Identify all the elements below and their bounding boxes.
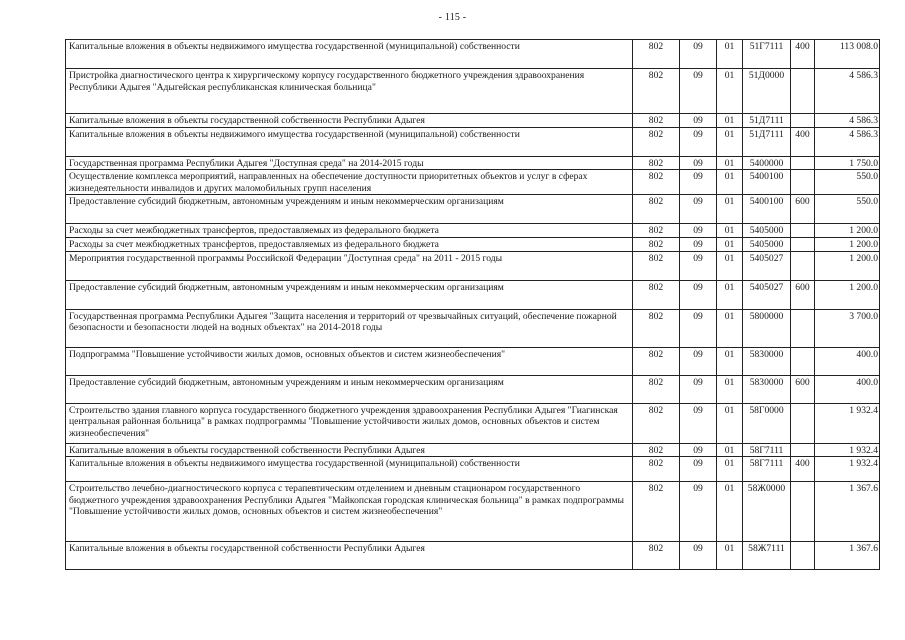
expense-type-code-cell: 600 [791, 280, 815, 309]
section-code-cell: 09 [680, 457, 717, 482]
ministry-code-cell: 802 [633, 224, 680, 238]
expense-type-code-cell [791, 482, 815, 542]
amount-cell: 4 586.3 [815, 127, 880, 156]
table-row [66, 127, 880, 156]
line-item-name-cell: Капитальные вложения в объекты недвижимого имущества государственной (муниципальной) собственности [66, 40, 633, 69]
subsection-code-cell: 01 [717, 347, 743, 375]
table-row [66, 347, 880, 375]
table-row [66, 482, 880, 542]
table-row [66, 114, 880, 128]
expense-type-code-cell [791, 156, 815, 170]
target-article-code-cell: 5400100 [743, 195, 791, 224]
line-item-name-cell: Строительство здания главного корпуса государственного бюджетного учреждения здравоохранения Республики Адыгея "Гиагинская центральная районная больница" в рамках подпрограммы "Повышение устойчивости жилых домов, основных объектов и систем жизнеобеспечения" [66, 403, 633, 443]
line-item-name-cell: Предоставление субсидий бюджетным, автономным учреждениям и иным некоммерческим организациям [66, 280, 633, 309]
section-code-cell: 09 [680, 40, 717, 69]
section-code-cell: 09 [680, 347, 717, 375]
section-code-cell: 09 [680, 482, 717, 542]
subsection-code-cell: 01 [717, 542, 743, 570]
subsection-code-cell: 01 [717, 40, 743, 69]
line-item-name-cell: Капитальные вложения в объекты государственной собственности Республики Адыгея [66, 443, 633, 457]
expense-type-code-cell: 400 [791, 457, 815, 482]
target-article-code-cell: 5405000 [743, 237, 791, 251]
target-article-code-cell: 5405027 [743, 251, 791, 280]
line-item-name-cell: Расходы за счет межбюджетных трансфертов, предоставляемых из федерального бюджета [66, 237, 633, 251]
ministry-code-cell: 802 [633, 170, 680, 195]
ministry-code-cell: 802 [633, 40, 680, 69]
section-code-cell: 09 [680, 443, 717, 457]
subsection-code-cell: 01 [717, 375, 743, 403]
target-article-code-cell: 5830000 [743, 347, 791, 375]
section-code-cell: 09 [680, 195, 717, 224]
section-code-cell: 09 [680, 542, 717, 570]
ministry-code-cell: 802 [633, 280, 680, 309]
page-number: - 115 - [438, 12, 467, 23]
section-code-cell: 09 [680, 69, 717, 114]
expense-type-code-cell [791, 237, 815, 251]
subsection-code-cell: 01 [717, 443, 743, 457]
subsection-code-cell: 01 [717, 156, 743, 170]
expense-type-code-cell [791, 170, 815, 195]
amount-cell: 1 932.4 [815, 403, 880, 443]
section-code-cell: 09 [680, 224, 717, 238]
table-row [66, 542, 880, 570]
expense-type-code-cell [791, 114, 815, 128]
amount-cell: 550.0 [815, 170, 880, 195]
section-code-cell: 09 [680, 403, 717, 443]
amount-cell: 1 367.6 [815, 542, 880, 570]
section-code-cell: 09 [680, 251, 717, 280]
table-row [66, 443, 880, 457]
line-item-name-cell: Капитальные вложения в объекты недвижимого имущества государственной (муниципальной) собственности [66, 457, 633, 482]
section-code-cell: 09 [680, 127, 717, 156]
subsection-code-cell: 01 [717, 69, 743, 114]
subsection-code-cell: 01 [717, 237, 743, 251]
table-row [66, 457, 880, 482]
amount-cell: 1 367.6 [815, 482, 880, 542]
ministry-code-cell: 802 [633, 69, 680, 114]
table-row [66, 224, 880, 238]
ministry-code-cell: 802 [633, 114, 680, 128]
line-item-name-cell: Капитальные вложения в объекты государственной собственности Республики Адыгея [66, 114, 633, 128]
subsection-code-cell: 01 [717, 457, 743, 482]
target-article-code-cell: 5400100 [743, 170, 791, 195]
section-code-cell: 09 [680, 156, 717, 170]
subsection-code-cell: 01 [717, 195, 743, 224]
budget-table-body [66, 40, 880, 570]
section-code-cell: 09 [680, 280, 717, 309]
ministry-code-cell: 802 [633, 482, 680, 542]
ministry-code-cell: 802 [633, 156, 680, 170]
amount-cell: 1 932.4 [815, 457, 880, 482]
line-item-name-cell: Государственная программа Республики Адыгея "Доступная среда" на 2014-2015 годы [66, 156, 633, 170]
expense-type-code-cell [791, 251, 815, 280]
expense-type-code-cell [791, 542, 815, 570]
ministry-code-cell: 802 [633, 251, 680, 280]
target-article-code-cell: 58Ж0000 [743, 482, 791, 542]
amount-cell: 550.0 [815, 195, 880, 224]
budget-table [65, 39, 880, 570]
target-article-code-cell: 51Д0000 [743, 69, 791, 114]
table-row [66, 309, 880, 347]
table-row [66, 251, 880, 280]
expense-type-code-cell [791, 309, 815, 347]
section-code-cell: 09 [680, 237, 717, 251]
section-code-cell: 09 [680, 375, 717, 403]
amount-cell: 113 008.0 [815, 40, 880, 69]
amount-cell: 3 700.0 [815, 309, 880, 347]
expense-type-code-cell [791, 69, 815, 114]
table-row [66, 170, 880, 195]
ministry-code-cell: 802 [633, 127, 680, 156]
ministry-code-cell: 802 [633, 195, 680, 224]
ministry-code-cell: 802 [633, 347, 680, 375]
table-row [66, 403, 880, 443]
line-item-name-cell: Расходы за счет межбюджетных трансфертов, предоставляемых из федерального бюджета [66, 224, 633, 238]
target-article-code-cell: 58Г0000 [743, 403, 791, 443]
expense-type-code-cell: 400 [791, 127, 815, 156]
line-item-name-cell: Предоставление субсидий бюджетным, автономным учреждениям и иным некоммерческим организациям [66, 195, 633, 224]
table-row [66, 237, 880, 251]
table-row [66, 280, 880, 309]
section-code-cell: 09 [680, 309, 717, 347]
subsection-code-cell: 01 [717, 170, 743, 195]
expense-type-code-cell: 600 [791, 375, 815, 403]
expense-type-code-cell: 600 [791, 195, 815, 224]
subsection-code-cell: 01 [717, 127, 743, 156]
target-article-code-cell: 5400000 [743, 156, 791, 170]
expense-type-code-cell [791, 347, 815, 375]
target-article-code-cell: 58Ж7111 [743, 542, 791, 570]
line-item-name-cell: Осуществление комплекса мероприятий, направленных на обеспечение доступности приоритетных объектов и услуг в сферах жизнедеятельности инвалидов и других маломобильных групп населения [66, 170, 633, 195]
ministry-code-cell: 802 [633, 375, 680, 403]
amount-cell: 1 200.0 [815, 280, 880, 309]
amount-cell: 1 200.0 [815, 251, 880, 280]
ministry-code-cell: 802 [633, 237, 680, 251]
expense-type-code-cell [791, 403, 815, 443]
amount-cell: 400.0 [815, 375, 880, 403]
line-item-name-cell: Пристройка диагностического центра к хирургическому корпусу государственного бюджетного учреждения здравоохранения Республики Адыгея "Адыгейская республиканская клиническая больница" [66, 69, 633, 114]
target-article-code-cell: 58Г7111 [743, 443, 791, 457]
line-item-name-cell: Государственная программа Республики Адыгея "Защита населения и территорий от чрезвычайных ситуаций, обеспечение пожарной безопасности и безопасности людей на водных объектах" на 2014-2018 годы [66, 309, 633, 347]
line-item-name-cell: Капитальные вложения в объекты недвижимого имущества государственной (муниципальной) собственности [66, 127, 633, 156]
amount-cell: 1 750.0 [815, 156, 880, 170]
target-article-code-cell: 51Д7111 [743, 114, 791, 128]
ministry-code-cell: 802 [633, 309, 680, 347]
line-item-name-cell: Капитальные вложения в объекты государственной собственности Республики Адыгея [66, 542, 633, 570]
ministry-code-cell: 802 [633, 457, 680, 482]
subsection-code-cell: 01 [717, 251, 743, 280]
line-item-name-cell: Подпрограмма "Повышение устойчивости жилых домов, основных объектов и систем жизнеобеспечения" [66, 347, 633, 375]
expense-type-code-cell: 400 [791, 40, 815, 69]
target-article-code-cell: 51Г7111 [743, 40, 791, 69]
amount-cell: 4 586.3 [815, 114, 880, 128]
ministry-code-cell: 802 [633, 443, 680, 457]
line-item-name-cell: Предоставление субсидий бюджетным, автономным учреждениям и иным некоммерческим организациям [66, 375, 633, 403]
amount-cell: 1 200.0 [815, 224, 880, 238]
subsection-code-cell: 01 [717, 280, 743, 309]
target-article-code-cell: 5830000 [743, 375, 791, 403]
line-item-name-cell: Строительство лечебно-диагностического корпуса с терапевтическим отделением и дневным стационаром государственного бюджетного учреждения здравоохранения Республики Адыгея "Майкопская городская клиническая больница" в рамках подпрограммы "Повышение устойчивости жилых домов, основных объектов и систем жизнеобеспечения" [66, 482, 633, 542]
target-article-code-cell: 58Г7111 [743, 457, 791, 482]
subsection-code-cell: 01 [717, 224, 743, 238]
subsection-code-cell: 01 [717, 403, 743, 443]
line-item-name-cell: Мероприятия государственной программы Российской Федерации "Доступная среда" на 2011 - 2015 годы [66, 251, 633, 280]
table-row [66, 69, 880, 114]
target-article-code-cell: 5800000 [743, 309, 791, 347]
target-article-code-cell: 5405000 [743, 224, 791, 238]
subsection-code-cell: 01 [717, 482, 743, 542]
table-row [66, 195, 880, 224]
amount-cell: 4 586.3 [815, 69, 880, 114]
table-row [66, 40, 880, 69]
subsection-code-cell: 01 [717, 114, 743, 128]
table-row [66, 156, 880, 170]
section-code-cell: 09 [680, 170, 717, 195]
subsection-code-cell: 01 [717, 309, 743, 347]
target-article-code-cell: 51Д7111 [743, 127, 791, 156]
ministry-code-cell: 802 [633, 542, 680, 570]
ministry-code-cell: 802 [633, 403, 680, 443]
amount-cell: 400.0 [815, 347, 880, 375]
table-row [66, 375, 880, 403]
amount-cell: 1 932.4 [815, 443, 880, 457]
expense-type-code-cell [791, 224, 815, 238]
target-article-code-cell: 5405027 [743, 280, 791, 309]
section-code-cell: 09 [680, 114, 717, 128]
expense-type-code-cell [791, 443, 815, 457]
amount-cell: 1 200.0 [815, 237, 880, 251]
